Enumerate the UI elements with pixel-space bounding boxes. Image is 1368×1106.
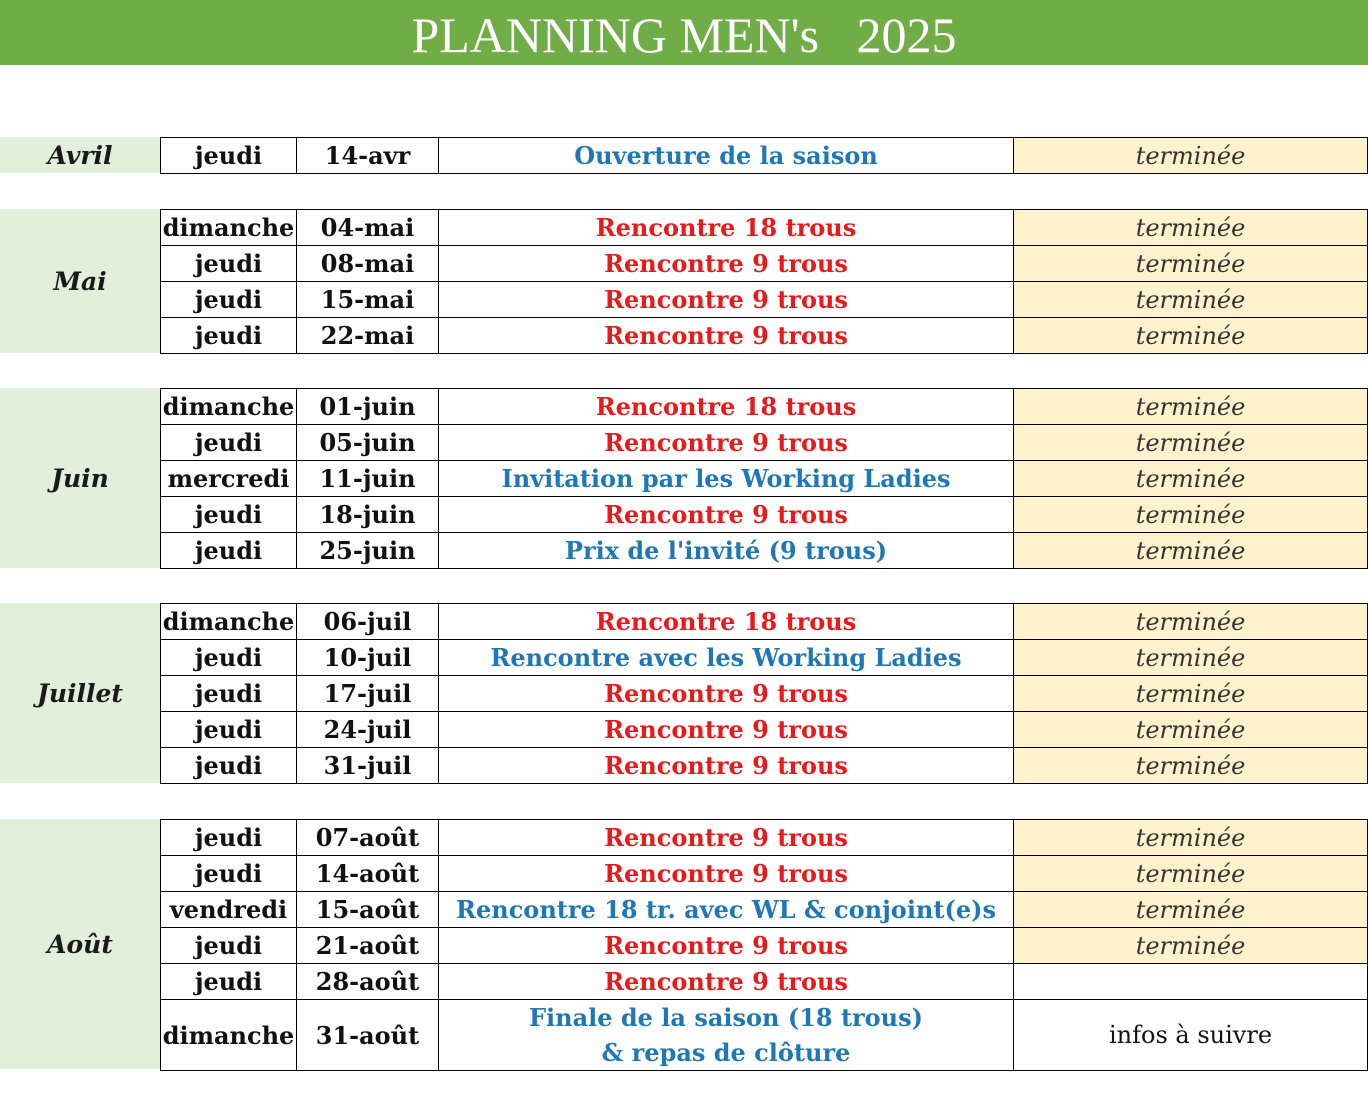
event-cell: [439, 1000, 1014, 1071]
day-cell: jeudi: [161, 246, 297, 282]
table-row: [161, 282, 1368, 318]
table-row: [161, 389, 1368, 425]
day-cell: jeudi: [161, 856, 297, 892]
date-cell: 18-juin: [297, 497, 439, 533]
event-cell: Rencontre 9 trous: [439, 856, 1014, 892]
status-cell: terminée: [1014, 533, 1368, 569]
day-cell: jeudi: [161, 712, 297, 748]
date-cell: 21-août: [297, 928, 439, 964]
day-cell: vendredi: [161, 892, 297, 928]
day-cell: jeudi: [161, 640, 297, 676]
event-cell: Rencontre 9 trous: [439, 318, 1014, 354]
day-cell: jeudi: [161, 676, 297, 712]
status-cell: terminée: [1014, 282, 1368, 318]
event-cell: Rencontre 9 trous: [439, 712, 1014, 748]
event-cell: Ouverture de la saison: [439, 138, 1014, 174]
status-cell: terminée: [1014, 604, 1368, 640]
status-cell: infos à suivre: [1014, 1000, 1368, 1071]
event-cell: Rencontre 18 trous: [439, 604, 1014, 640]
month-table: [160, 819, 1368, 1071]
day-cell: dimanche: [161, 1000, 297, 1071]
table-row: [161, 210, 1368, 246]
day-cell: jeudi: [161, 964, 297, 1000]
status-cell: terminée: [1014, 640, 1368, 676]
event-line-1: Finale de la saison (18 trous): [529, 1003, 923, 1032]
status-cell: terminée: [1014, 748, 1368, 784]
date-cell: 25-juin: [297, 533, 439, 569]
status-cell: terminée: [1014, 210, 1368, 246]
date-cell: 11-juin: [297, 461, 439, 497]
event-cell: Rencontre 18 trous: [439, 389, 1014, 425]
event-line-2: & repas de clôture: [601, 1038, 851, 1067]
status-cell: terminée: [1014, 497, 1368, 533]
day-cell: jeudi: [161, 533, 297, 569]
event-cell: Rencontre 9 trous: [439, 497, 1014, 533]
status-cell: terminée: [1014, 425, 1368, 461]
date-cell: 31-août: [297, 1000, 439, 1071]
month-table: [160, 209, 1368, 354]
table-row: [161, 318, 1368, 354]
month-table: [160, 388, 1368, 569]
event-cell: Rencontre 9 trous: [439, 964, 1014, 1000]
event-cell: Rencontre 18 tr. avec WL & conjoint(e)s: [439, 892, 1014, 928]
day-cell: jeudi: [161, 497, 297, 533]
table-row: [161, 712, 1368, 748]
event-cell: Rencontre 9 trous: [439, 246, 1014, 282]
month-table: [160, 137, 1368, 174]
table-row: [161, 138, 1368, 174]
table-row: [161, 892, 1368, 928]
table-row: [161, 1000, 1368, 1071]
month-label: Août: [0, 819, 160, 1069]
status-cell: terminée: [1014, 712, 1368, 748]
date-cell: 06-juil: [297, 604, 439, 640]
status-cell: terminée: [1014, 246, 1368, 282]
status-cell: terminée: [1014, 820, 1368, 856]
event-cell: Rencontre 18 trous: [439, 210, 1014, 246]
day-cell: jeudi: [161, 425, 297, 461]
day-cell: jeudi: [161, 820, 297, 856]
event-cell: Rencontre 9 trous: [439, 820, 1014, 856]
date-cell: 15-août: [297, 892, 439, 928]
date-cell: 31-juil: [297, 748, 439, 784]
event-cell: Rencontre 9 trous: [439, 282, 1014, 318]
page-title: PLANNING MEN's 2025: [0, 0, 1368, 65]
month-label: Juillet: [0, 603, 160, 783]
table-row: [161, 246, 1368, 282]
day-cell: mercredi: [161, 461, 297, 497]
event-cell: Rencontre 9 trous: [439, 676, 1014, 712]
status-cell: terminée: [1014, 461, 1368, 497]
status-cell: terminée: [1014, 856, 1368, 892]
date-cell: 14-avr: [297, 138, 439, 174]
event-cell: Rencontre 9 trous: [439, 748, 1014, 784]
date-cell: 08-mai: [297, 246, 439, 282]
date-cell: 28-août: [297, 964, 439, 1000]
day-cell: jeudi: [161, 282, 297, 318]
table-row: [161, 461, 1368, 497]
date-cell: 01-juin: [297, 389, 439, 425]
status-cell: terminée: [1014, 676, 1368, 712]
month-label: Juin: [0, 388, 160, 568]
date-cell: 24-juil: [297, 712, 439, 748]
day-cell: jeudi: [161, 318, 297, 354]
date-cell: 14-août: [297, 856, 439, 892]
day-cell: dimanche: [161, 604, 297, 640]
table-row: [161, 640, 1368, 676]
table-row: [161, 533, 1368, 569]
date-cell: 17-juil: [297, 676, 439, 712]
table-row: [161, 856, 1368, 892]
day-cell: dimanche: [161, 389, 297, 425]
status-cell: terminée: [1014, 389, 1368, 425]
table-row: [161, 676, 1368, 712]
table-row: [161, 425, 1368, 461]
table-row: [161, 497, 1368, 533]
day-cell: jeudi: [161, 928, 297, 964]
table-row: [161, 820, 1368, 856]
month-table: [160, 603, 1368, 784]
status-cell: terminée: [1014, 138, 1368, 174]
table-row: [161, 748, 1368, 784]
date-cell: 10-juil: [297, 640, 439, 676]
month-label: Mai: [0, 209, 160, 353]
day-cell: jeudi: [161, 748, 297, 784]
table-row: [161, 964, 1368, 1000]
event-cell: Invitation par les Working Ladies: [439, 461, 1014, 497]
status-cell: terminée: [1014, 928, 1368, 964]
status-cell: [1014, 964, 1368, 1000]
event-cell: Rencontre 9 trous: [439, 928, 1014, 964]
date-cell: 04-mai: [297, 210, 439, 246]
date-cell: 07-août: [297, 820, 439, 856]
month-label: Avril: [0, 137, 160, 173]
table-row: [161, 928, 1368, 964]
date-cell: 22-mai: [297, 318, 439, 354]
date-cell: 05-juin: [297, 425, 439, 461]
event-cell: Prix de l'invité (9 trous): [439, 533, 1014, 569]
date-cell: 15-mai: [297, 282, 439, 318]
status-cell: terminée: [1014, 318, 1368, 354]
table-row: [161, 604, 1368, 640]
status-cell: terminée: [1014, 892, 1368, 928]
day-cell: jeudi: [161, 138, 297, 174]
event-cell: Rencontre avec les Working Ladies: [439, 640, 1014, 676]
event-cell: Rencontre 9 trous: [439, 425, 1014, 461]
day-cell: dimanche: [161, 210, 297, 246]
